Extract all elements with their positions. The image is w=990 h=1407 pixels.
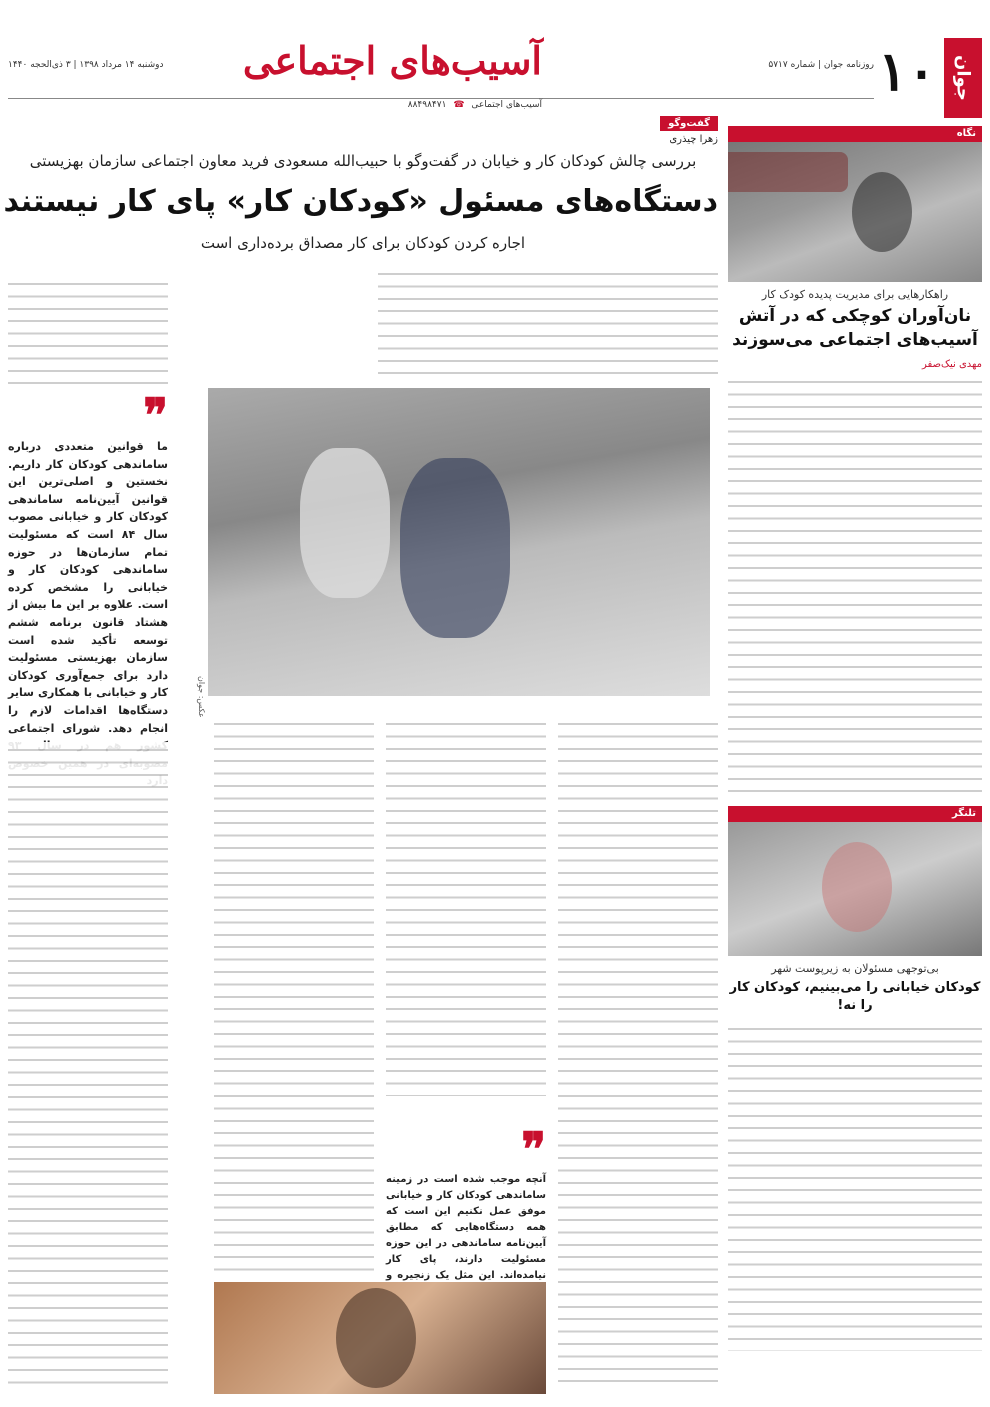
sidebar-photo-top: [728, 142, 982, 282]
sidebar-body-text: [728, 374, 982, 794]
phone-number: ۸۸۴۹۸۴۷۱: [407, 100, 447, 110]
sub-section-label: آسیب‌های اجتماعی: [471, 100, 542, 110]
photo-boy: [400, 458, 510, 638]
text-lines: [214, 716, 374, 1272]
sidebar-byline: مهدی نیک‌صفر: [921, 358, 982, 370]
pull-quote-1-text: ما قوانین متعددی درباره ساماندهی کودکان کار داریم. نخستین و اصلی‌ترین این قوانین آیین‌نامه ساماندهی کودکان کار و خیابانی مصوب سال ۸۴ است که مسئولیت تمام سازمان‌ها در حوزه ساماندهی کودکان کار و خیابانی را مشخص کرده است. علاوه بر این ما بیش از هشتاد قانون برنامه ششم توسعه تأکید شده است سازمان بهزیستی مسئولیت دارد برای جمع‌آوری کودکان کار و خیابانی با همکاری سایر دستگاه‌ها اقدامات لازم را انجام دهد. شورای اجتماعی: [8, 440, 168, 735]
article-headline: دستگاه‌های مسئول «کودکان کار» پای کار نیستند: [3, 184, 718, 219]
text-lines: [386, 716, 546, 1096]
article-main-photo: [208, 388, 710, 696]
sidebar-kicker: راهکارهایی برای مدیریت پدیده کودک کار: [761, 288, 949, 301]
date-line: دوشنبه ۱۴ مرداد ۱۳۹۸ | ۳ ذی‌الحجه ۱۴۴۰: [8, 60, 164, 70]
article-subhead: اجاره کردن کودکان برای کار مصداق برده‌داری است: [200, 234, 526, 252]
text-lines: [8, 276, 168, 386]
page-number: ۱۰: [877, 39, 936, 103]
lead-text-1: [378, 266, 718, 376]
sidebar-kicker2: بی‌توجهی مسئولان به زیرپوست شهر: [771, 961, 939, 975]
main-article: [3, 116, 718, 1396]
text-lines: [8, 742, 168, 1392]
photo-figure: [852, 172, 912, 252]
sidebar-headline: نان‌آوران کوچکی که در آتش آسیب‌های اجتماعی می‌سوزند: [732, 306, 978, 350]
phone-icon: ☎: [453, 100, 465, 110]
photo-credit: عکس: جوان: [197, 676, 206, 718]
column-text-2: [214, 716, 374, 1272]
text-lines: [558, 716, 718, 1392]
newspaper-logo: جوان: [944, 38, 982, 118]
text-lines: [728, 374, 982, 794]
column-text-1: [8, 742, 168, 1392]
column-text-3: [386, 716, 546, 1096]
sidebar-column: [728, 126, 982, 1396]
sub-info: [408, 100, 542, 110]
sidebar-headline2: کودکان خیابانی را می‌بینیم، کودکان کار را نه!: [729, 979, 981, 1013]
article-author: زهرا چیذری: [669, 134, 718, 145]
header-rule: [8, 98, 874, 99]
sidebar-tag-bottom: تلنگر: [728, 806, 982, 822]
lead-text-left: [8, 276, 168, 386]
column-text-4: [558, 716, 718, 1392]
text-lines: [378, 266, 718, 376]
section-title: آسیب‌های اجتماعی: [242, 38, 542, 83]
issue-info: روزنامه جوان | شماره ۵۷۱۷: [768, 60, 874, 70]
article-kicker: بررسی چالش کودکان کار و خیابان در گفت‌وگو با حبیب‌الله مسعودی فرید معاون اجتماعی سازمان بهزیستی: [29, 152, 697, 170]
pull-quote-1: [8, 388, 168, 790]
pull-quote-2-text: آنچه موجب شده است در زمینه ساماندهی کودکان کار و خیابانی موفق عمل نکنیم این است که همه دستگاه‌هایی که مطابق آیین‌نامه ساماندهی در این حوزه مسئولیت دارند، پای کار نیامده‌اند. این مثل یک زنجیره و: [386, 1174, 546, 1281]
sidebar-photo-bottom: [728, 822, 982, 956]
sidebar-body-text2: [728, 1021, 982, 1351]
interviewee-portrait: [214, 1282, 546, 1394]
photo-car: [728, 152, 848, 192]
portrait-face: [336, 1288, 416, 1388]
text-lines: [728, 1021, 982, 1351]
photo-girl: [300, 448, 390, 598]
sidebar-tag-top: نگاه: [728, 126, 982, 142]
quote-mark-icon: ❞: [143, 388, 168, 442]
masthead: [8, 38, 982, 120]
article-tag: گفت‌وگو: [660, 116, 718, 131]
photo-child: [822, 842, 892, 932]
quote-mark-icon: ❞: [521, 1122, 546, 1176]
